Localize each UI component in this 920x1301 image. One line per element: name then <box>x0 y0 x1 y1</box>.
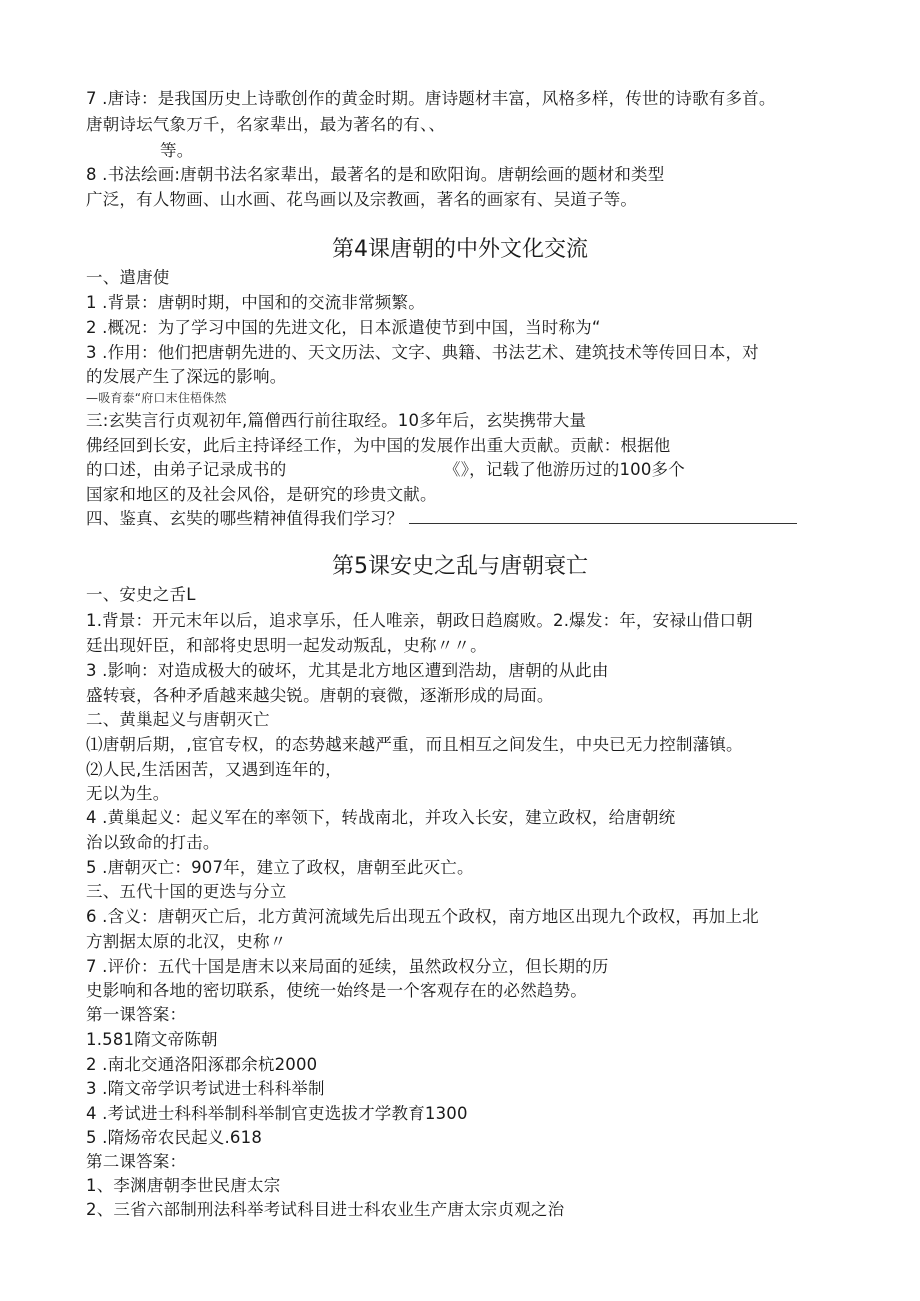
text-line: 的口述，由弟子记录成书的 <box>86 460 287 479</box>
text-line: 方割据太原的北汉，史称〃 <box>86 932 287 951</box>
question-line <box>86 508 797 530</box>
answer-line: 3 .隋文帝学识考试进士科科举制 <box>86 1079 325 1098</box>
answer-line: 1.581隋文帝陈朝 <box>86 1030 218 1049</box>
answer-line: 1、李渊唐朝李世民唐太宗 <box>86 1176 281 1195</box>
text-line: 2 .概况：为了学习中国的先进文化，日本派遣使节到中国，当时称为“ <box>86 318 601 337</box>
text-line: 1 .背景：唐朝时期，中国和的交流非常频繁。 <box>86 293 425 312</box>
text-line: 7 .评价：五代十国是唐末以来局面的延续，虽然政权分立，但长期的历 <box>86 957 609 976</box>
answer-line: 5 .隋炀帝农民起义.618 <box>86 1128 263 1147</box>
text-line: ⑴唐朝后期，,宦官专权，的态势越来越严重，而且相互之间发生，中央已无力控制藩镇。 <box>86 735 743 754</box>
section-heading: 二、黄巢起义与唐朝灭亡 <box>86 710 270 729</box>
answer-line: 4 .考试进士科科举制科举制官吏选拔才学教育1300 <box>86 1104 468 1123</box>
text-line: 史影响和各地的密切联系，使统一始终是一个客观存在的必然趋势。 <box>86 981 587 1000</box>
text-line: 无以为生。 <box>86 784 170 803</box>
text-line: 5 .唐朝灭亡：907年，建立了政权，唐朝至此灭亡。 <box>86 858 474 877</box>
text-line: 4 .黄巢起义：起义军在的率领下，转战南北，并攻入长安，建立政权，给唐朝统 <box>86 808 676 827</box>
answers-heading: 第二课答案： <box>86 1152 187 1171</box>
answer-blank[interactable] <box>409 509 797 524</box>
answer-line: 2 .南北交通洛阳涿郡余杭2000 <box>86 1055 318 1074</box>
text-line: 三:玄奘言行贞观初年,篇僧西行前往取经。10多年后，玄奘携带大量 <box>86 411 587 430</box>
lesson-4-title: 第4课唐朝的中外文化交流 <box>332 237 588 262</box>
text-line: 廷出现奸臣，和部将史思明一起发动叛乱，史称〃〃。 <box>86 636 487 655</box>
section-heading: 一、安史之舌L <box>86 585 196 604</box>
text-line: 8 .书法绘画:唐朝书法名家辈出，最著名的是和欧阳询。唐朝绘画的题材和类型 <box>86 165 665 184</box>
text-line: 的发展产生了深远的影响。 <box>86 367 287 386</box>
text-line: 盛转衰，各种矛盾越来越尖锐。唐朝的衰微，逐渐形成的局面。 <box>86 686 554 705</box>
question-text: 四、鉴真、玄奘的哪些精神值得我们学习？ <box>86 509 404 528</box>
text-line: ⑵人民,生活困苦，又遇到连年的， <box>86 760 342 779</box>
text-line: 《》，记载了他游历过的100多个 <box>444 460 685 479</box>
section-heading: 一、遣唐使 <box>86 268 170 287</box>
text-line: 治以致命的打击。 <box>86 833 220 852</box>
answer-line: 2、三省六部制刑法科举考试科目进士科农业生产唐太宗贞观之治 <box>86 1200 565 1219</box>
text-line: 广泛，有人物画、山水画、花鸟画以及宗教画，著名的画家有、吴道子等。 <box>86 190 638 209</box>
text-line: 3 .影响：对造成极大的破坏，尤其是北方地区遭到浩劫，唐朝的从此由 <box>86 661 609 680</box>
text-line: 3 .作用：他们把唐朝先进的、天文历法、文字、典籍、书法艺术、建筑技术等传回日本，对 <box>86 343 759 362</box>
garbled-line: —吸育泰“府口末住梧侏然 <box>86 391 227 405</box>
text-line: 唐朝诗坛气象万千，名家辈出，最为著名的有、、 <box>86 115 446 134</box>
text-line: 6 .含义：唐朝灭亡后，北方黄河流域先后出现五个政权，南方地区出现九个政权，再加上北 <box>86 907 759 926</box>
text-line: 佛经回到长安，此后主持译经工作，为中国的发展作出重大贡献。贡献：根据他 <box>86 436 671 455</box>
text-line: 国家和地区的及社会风俗，是研究的珍贵文献。 <box>86 485 437 504</box>
section-heading: 三、五代十国的更迭与分立 <box>86 882 287 901</box>
lesson-5-title: 第5课安史之乱与唐朝衰亡 <box>332 554 588 579</box>
text-line: 1.背景：开元末年以后，追求享乐，任人唯亲，朝政日趋腐败。2.爆发：年，安禄山借口朝 <box>86 611 753 630</box>
text-line: 等。 <box>160 141 194 160</box>
text-line: 7 .唐诗：是我国历史上诗歌创作的黄金时期。唐诗题材丰富，风格多样，传世的诗歌有多首。 <box>86 89 776 108</box>
answers-heading: 第一课答案： <box>86 1005 187 1024</box>
